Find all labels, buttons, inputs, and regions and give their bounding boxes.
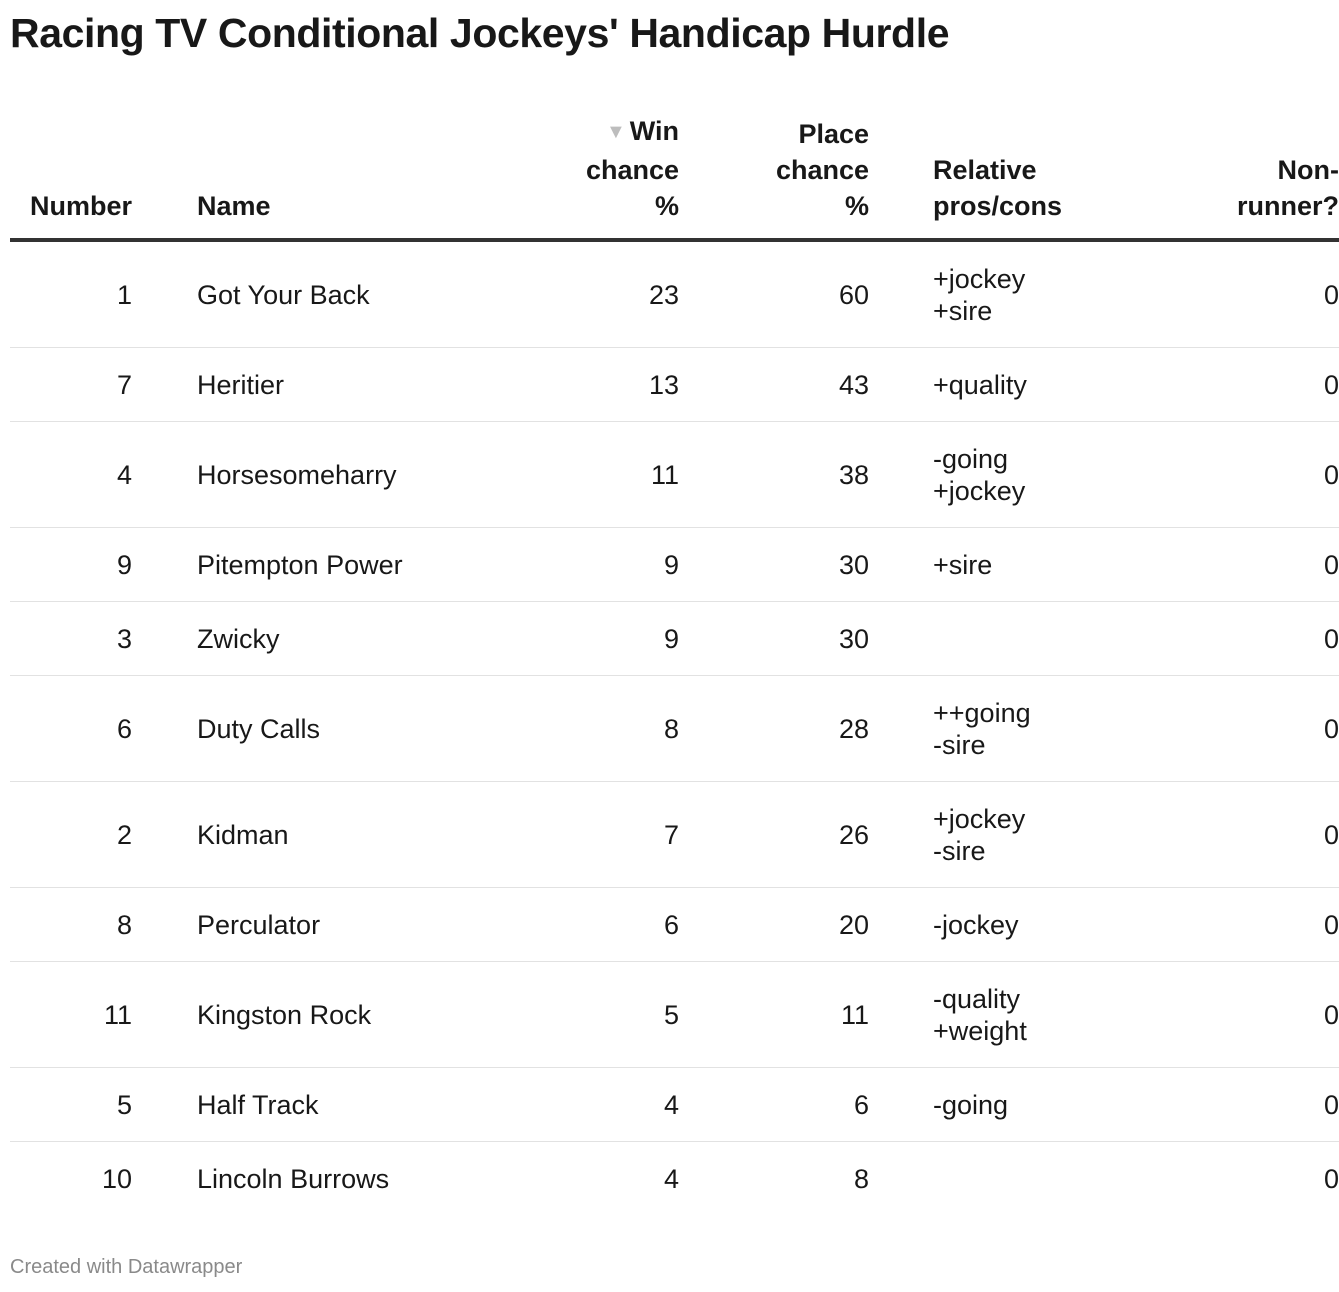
- cell-win-chance: 8: [430, 676, 679, 782]
- place-label-line1: Place: [798, 119, 869, 149]
- cell-name: Zwicky: [132, 602, 430, 676]
- cell-place-chance: 28: [679, 676, 869, 782]
- table-row: [10, 602, 1339, 676]
- pros-cons-line: +weight: [933, 1015, 1027, 1046]
- cell-pros-cons: [869, 528, 1143, 602]
- cell-win-chance: 6: [430, 888, 679, 962]
- cell-place-chance: 11: [679, 962, 869, 1068]
- cell-name: Duty Calls: [132, 676, 430, 782]
- pros-label-line2: pros/cons: [933, 191, 1063, 221]
- header-row: [10, 113, 1339, 240]
- column-header-name-label: Name: [197, 191, 271, 221]
- attribution-footer[interactable]: Created with Datawrapper: [10, 1256, 243, 1278]
- pros-cons-line: +jockey: [933, 263, 1026, 294]
- place-label-line2: chance: [775, 155, 869, 185]
- cell-non-runner: 0: [1143, 888, 1339, 962]
- cell-name: Perculator: [132, 888, 430, 962]
- cell-non-runner: 0: [1143, 602, 1339, 676]
- column-header-pros-cons[interactable]: [869, 113, 1143, 240]
- cell-name: Kidman: [132, 782, 430, 888]
- cell-number: 7: [10, 348, 132, 422]
- cell-name: Heritier: [132, 348, 430, 422]
- cell-non-runner: 0: [1323, 1163, 1339, 1194]
- column-header-place-chance[interactable]: [679, 113, 869, 240]
- place-label-line3: %: [844, 191, 869, 221]
- pros-cons-line: -going: [933, 1089, 1009, 1120]
- table-row: [10, 1068, 1339, 1142]
- cell-pros-cons: [869, 676, 1143, 782]
- cell-name: Pitempton Power: [132, 528, 430, 602]
- pros-cons-line: -sire: [933, 835, 986, 866]
- table-row: [10, 888, 1339, 962]
- cell-non-runner: 0: [1143, 782, 1339, 888]
- table-row: [10, 1142, 1339, 1216]
- cell-number: 6: [10, 676, 132, 782]
- cell-place-chance: 38: [679, 422, 869, 528]
- cell-number: 10: [101, 1163, 132, 1194]
- pros-cons-line: -going: [933, 443, 1009, 474]
- sort-descending-icon: ▼: [605, 121, 626, 143]
- column-header-win-chance[interactable]: [430, 113, 679, 240]
- cell-number: 4: [10, 422, 132, 528]
- cell-win-chance: 23: [430, 240, 679, 348]
- cell-non-runner: 0: [1143, 422, 1339, 528]
- cell-name: Kingston Rock: [132, 962, 430, 1068]
- pros-cons-line: -quality: [933, 983, 1021, 1014]
- pros-cons-line: +jockey: [933, 475, 1026, 506]
- column-header-name[interactable]: [132, 113, 430, 240]
- pros-cons-line: +jockey: [933, 803, 1026, 834]
- nonrunner-label-line2: runner?: [1236, 191, 1339, 221]
- runners-table: [10, 113, 1339, 1215]
- cell-place-chance: 43: [679, 348, 869, 422]
- pros-cons-line: -sire: [933, 729, 986, 760]
- pros-cons-line: +sire: [933, 295, 993, 326]
- column-header-number-label: Number: [29, 191, 132, 221]
- cell-pros-cons: [869, 962, 1143, 1068]
- cell-win-chance: 4: [663, 1163, 679, 1194]
- win-label-line2: chance: [585, 155, 679, 185]
- cell-name: Got Your Back: [132, 240, 430, 348]
- cell-pros-cons: [869, 1142, 1143, 1216]
- cell-name: Lincoln Burrows: [197, 1163, 390, 1194]
- table-row: [10, 676, 1339, 782]
- cell-number: 5: [10, 1068, 132, 1142]
- cell-non-runner: 0: [1143, 528, 1339, 602]
- cell-number: 11: [10, 962, 132, 1068]
- win-label-line3: %: [654, 191, 679, 221]
- table-row: [10, 240, 1339, 348]
- cell-pros-cons: [869, 888, 1143, 962]
- cell-number: 1: [10, 240, 132, 348]
- cell-win-chance: 9: [430, 528, 679, 602]
- column-header-non-runner[interactable]: [1143, 113, 1339, 240]
- cell-pros-cons: [869, 1068, 1143, 1142]
- cell-number: 8: [10, 888, 132, 962]
- cell-win-chance: 9: [430, 602, 679, 676]
- cell-name: Half Track: [132, 1068, 430, 1142]
- cell-place-chance: 30: [679, 602, 869, 676]
- table-row: [10, 962, 1339, 1068]
- pros-cons-line: +quality: [933, 369, 1027, 400]
- cell-pros-cons: [869, 782, 1143, 888]
- cell-win-chance: 4: [430, 1068, 679, 1142]
- win-label-line1: Win: [629, 116, 679, 146]
- cell-pros-cons: [869, 240, 1143, 348]
- cell-place-chance: 30: [679, 528, 869, 602]
- table-title: Racing TV Conditional Jockeys' Handicap Hurdle: [10, 10, 950, 56]
- table-row: [10, 422, 1339, 528]
- cell-number: 3: [10, 602, 132, 676]
- cell-non-runner: 0: [1143, 240, 1339, 348]
- nonrunner-label-line1: Non-: [1277, 155, 1339, 185]
- cell-win-chance: 13: [430, 348, 679, 422]
- table-row: [10, 528, 1339, 602]
- pros-cons-line: -jockey: [933, 909, 1019, 940]
- cell-non-runner: 0: [1143, 348, 1339, 422]
- cell-name: Horsesomeharry: [132, 422, 430, 528]
- cell-non-runner: 0: [1143, 676, 1339, 782]
- cell-win-chance: 5: [430, 962, 679, 1068]
- cell-non-runner: 0: [1143, 962, 1339, 1068]
- cell-place-chance: 60: [679, 240, 869, 348]
- pros-label-line1: Relative: [933, 155, 1037, 185]
- cell-number: 2: [10, 782, 132, 888]
- cell-pros-cons: [869, 422, 1143, 528]
- table-row: [10, 348, 1339, 422]
- table-row: [10, 782, 1339, 888]
- column-header-number[interactable]: [10, 113, 132, 240]
- cell-place-chance: 8: [853, 1163, 869, 1194]
- cell-win-chance: 11: [430, 422, 679, 528]
- cell-number: 9: [10, 528, 132, 602]
- pros-cons-line: ++going: [933, 697, 1031, 728]
- cell-win-chance: 7: [430, 782, 679, 888]
- pros-cons-line: +sire: [933, 549, 993, 580]
- cell-non-runner: 0: [1143, 1068, 1339, 1142]
- cell-place-chance: 20: [679, 888, 869, 962]
- cell-pros-cons: [869, 348, 1143, 422]
- cell-place-chance: 26: [679, 782, 869, 888]
- cell-pros-cons: [869, 602, 1143, 676]
- cell-place-chance: 6: [679, 1068, 869, 1142]
